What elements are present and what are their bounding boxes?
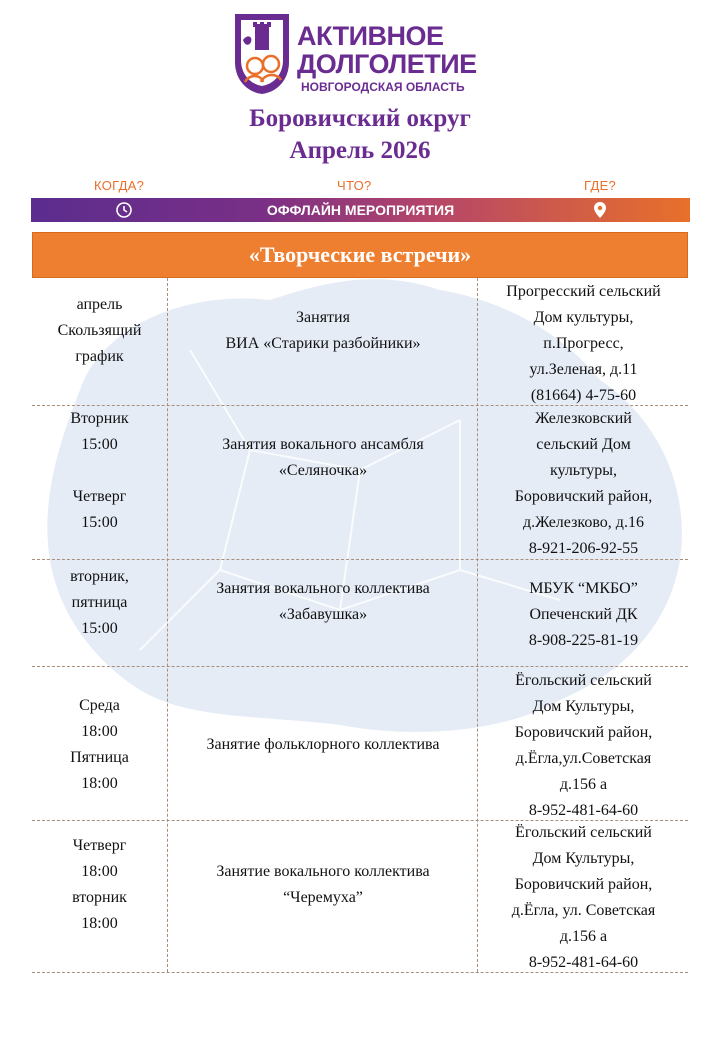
row4-where: Ёгольский сельский Дом Культуры, Боровичский район, д.Ёгла,ул.Советская д.156 а 8-952-481-64-60	[514, 672, 653, 819]
offline-events-banner	[31, 198, 690, 222]
row-divider	[32, 666, 688, 667]
row1-when: апрель Скользящий график	[57, 296, 142, 365]
column-divider	[477, 278, 478, 972]
section-header	[32, 232, 688, 278]
map-pin-icon	[591, 201, 609, 219]
logo-subtitle: НОВГОРОДСКАЯ ОБЛАСТЬ	[301, 80, 465, 94]
row5-when: Четверг 18:00 вторник 18:00	[72, 837, 127, 932]
row1-what: Занятия ВИА «Старики разбойники»	[225, 309, 421, 352]
column-what-label: ЧТО?	[337, 178, 372, 193]
banner-label: ОФФЛАЙН МЕРОПРИЯТИЯ	[266, 202, 455, 218]
row3-what: Занятия вокального коллектива «Забавушка»	[216, 580, 430, 623]
row5-what: Занятие вокального коллектива “Черемуха”	[216, 863, 430, 906]
logo-emblem-icon	[231, 10, 293, 96]
row1-where: Прогресский сельский Дом культуры, п.Прогресс, ул.Зеленая, д.11 (81664) 4-75-60	[506, 283, 661, 404]
row3-where: МБУК “МКБО” Опеченский ДК 8-908-225-81-19	[528, 580, 639, 649]
month-title: Апрель 2026	[289, 137, 431, 164]
logo-title-line1: АКТИВНОЕ	[297, 21, 444, 51]
column-when-label: КОГДА?	[94, 178, 145, 193]
district-title: Боровичский округ	[249, 105, 471, 132]
column-where-label: ГДЕ?	[584, 178, 617, 193]
row2-what: Занятия вокального ансамбля «Селяночка»	[222, 436, 424, 479]
section-title: «Творческие встречи»	[248, 242, 472, 267]
row2-when: Вторник 15:00 Четверг 15:00	[70, 410, 129, 531]
row4-what: Занятие фольклорного коллектива	[206, 736, 440, 753]
active-longevity-logo	[231, 10, 503, 96]
row5-where: Ёгольский сельский Дом Культуры, Боровичский район, д.Ёгла, ул. Советская д.156 а 8-952-481-64-60	[511, 824, 656, 971]
row2-where: Железковский сельский Дом культуры, Боровичский район, д.Железково, д.16 8-921-206-92-55	[514, 410, 653, 557]
row3-when: вторник, пятница 15:00	[70, 568, 129, 637]
row4-when: Среда 18:00 Пятница 18:00	[70, 697, 129, 792]
logo-title-line2: ДОЛГОЛЕТИЕ	[297, 49, 477, 79]
column-divider	[167, 278, 168, 972]
